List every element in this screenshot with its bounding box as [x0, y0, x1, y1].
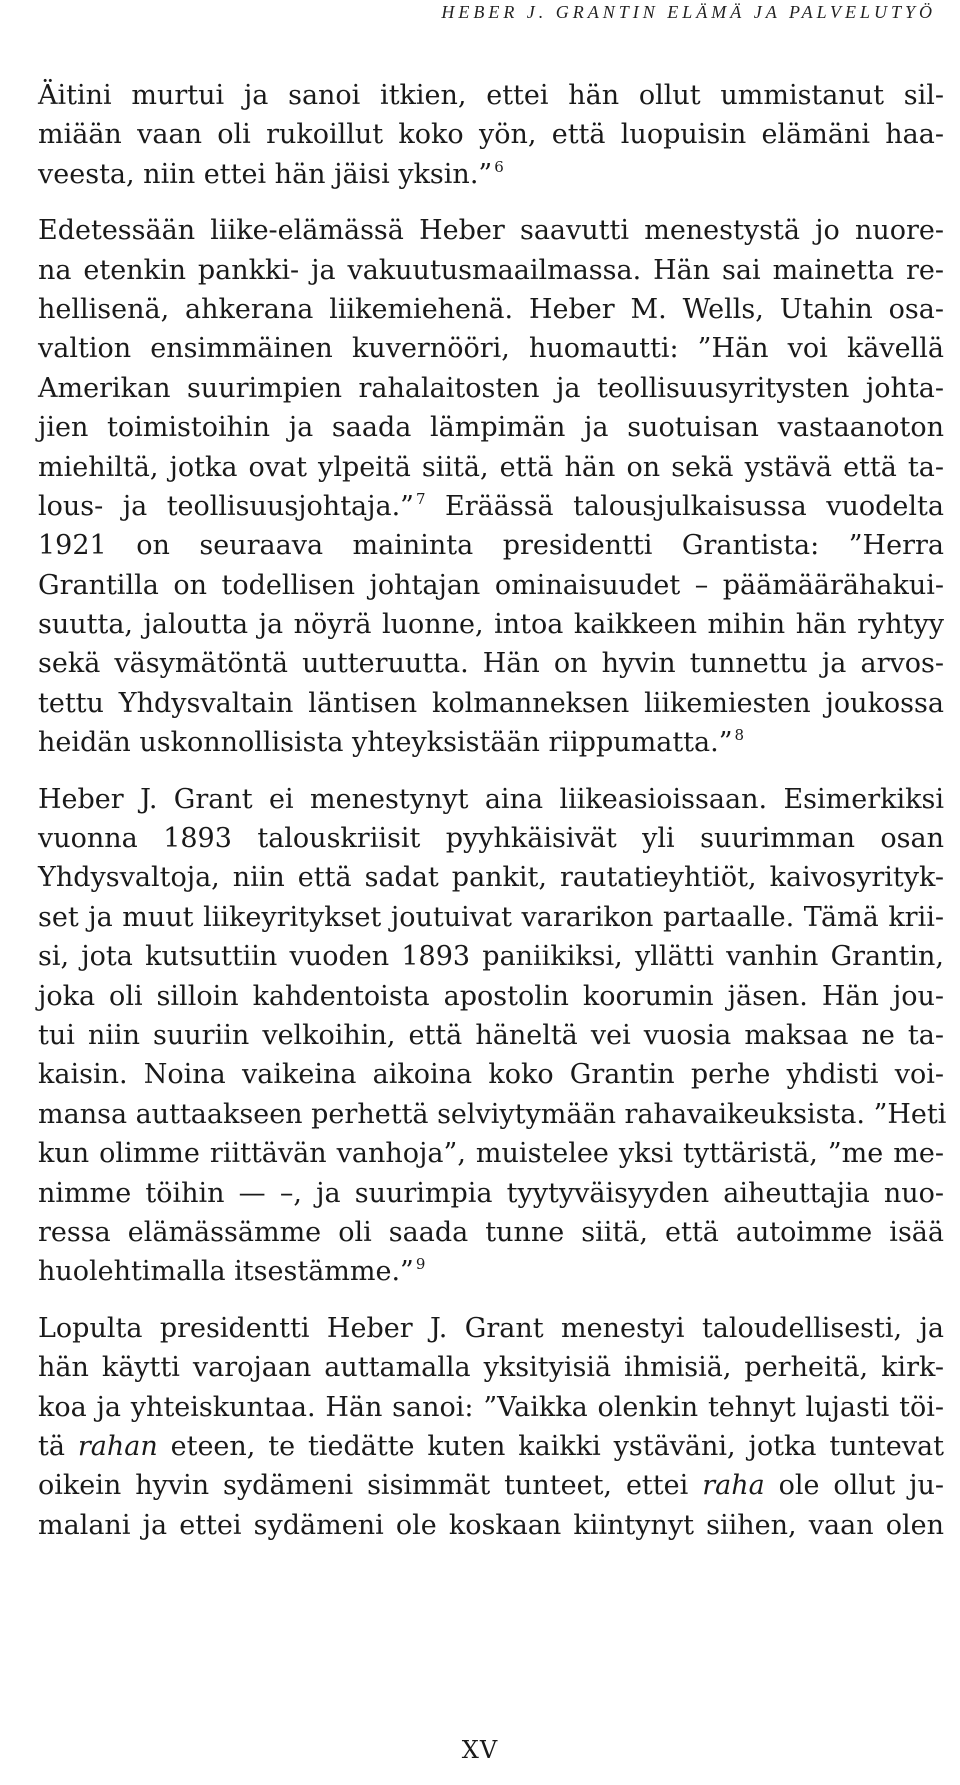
text-line: set ja muut liikeyritykset joutuivat vararikon partaalle. Tämä krii- [38, 901, 944, 933]
footnote-marker: 7 [416, 489, 426, 508]
footnote-marker: 9 [415, 1255, 426, 1274]
text-fragment: tä [38, 1430, 78, 1462]
text-line [8, 723, 944, 762]
emphasis: raha [702, 1470, 765, 1502]
text-fragment: lous- ja teollisuusjohtaja.” [38, 490, 414, 522]
text-fragment: veesta, niin ettei hän jäisi yksin.” [38, 158, 493, 190]
paragraph-4 [8, 1309, 944, 1545]
running-header: HEBER J. GRANTIN ELÄMÄ JA PALVELUTYÖ [441, 2, 936, 22]
text-line: Lopulta presidentti Heber J. Grant menestyi taloudellisesti, ja [38, 1312, 944, 1344]
text-line [8, 1252, 944, 1291]
text-fragment: heidän uskonnollisista yhteyksistään riippumatta.” [38, 727, 733, 759]
page-number: XV [461, 1736, 499, 1764]
text-line: tettu Yhdysvaltain läntisen kolmanneksen liikemiesten joukossa [38, 687, 944, 719]
text-line: kun olimme riittävän vanhoja”, muistelee yksi tyttäristä, ”me me- [38, 1138, 944, 1170]
text-line: Grantilla on todellisen johtajan ominaisuudet – päämäärähakui- [38, 569, 944, 601]
text-line: Edetessään liike-elämässä Heber saavutti menestystä jo nuore- [38, 215, 944, 247]
text-line: sekä väsymätöntä uutteruutta. Hän on hyvin tunnettu ja arvos- [38, 648, 944, 680]
text-line: jien toimistoihin ja saada lämpimän ja suotuisan vastaanoton [38, 412, 944, 444]
paragraph-2 [8, 211, 944, 762]
text-line: ressa elämässämme oli saada tunne siitä, että autoimme isää [38, 1216, 944, 1248]
text-line: koa ja yhteiskuntaa. Hän sanoi: ”Vaikka olenkin tehnyt lujasti töi- [38, 1391, 944, 1423]
text-line: kaisin. Noina vaikeina aikoina koko Grantin perhe yhdisti voi- [38, 1059, 944, 1091]
text-fragment: Eräässä talousjulkaisussa vuodelta [425, 490, 944, 522]
footnote-marker: 6 [494, 157, 504, 176]
text-fragment: ole ollut ju- [764, 1470, 945, 1502]
text-line: hellisenä, ahkerana liikemiehenä. Heber M. Wells, Utahin osa- [38, 293, 944, 325]
text-line [8, 1466, 944, 1505]
text-line: miehiltä, jotka ovat ylpeitä siitä, että hän on sekä ystävä että ta- [38, 451, 944, 483]
text-line: Heber J. Grant ei menestynyt aina liikeasioissaan. Esimerkiksi [38, 783, 944, 815]
paragraph-1 [8, 76, 944, 194]
text-line: suutta, jaloutta ja nöyrä luonne, intoa kaikkeen mihin hän ryhtyy [38, 609, 944, 641]
text-line: miään vaan oli rukoillut koko yön, että luopuisin elämäni haa- [38, 119, 944, 151]
text-line: 1921 on seuraava maininta presidentti Grantista: ”Herra [38, 530, 944, 562]
text-fragment: huolehtimalla itsestämme.” [38, 1256, 414, 1288]
text-line: malani ja ettei sydämeni ole koskaan kiintynyt siihen, vaan olen [38, 1509, 944, 1541]
text-fragment: oikein hyvin sydämeni sisimmät tunteet, ettei [38, 1470, 703, 1502]
text-fragment: eteen, te tiedätte kuten kaikki ystäväni, jotka tuntevat [157, 1430, 945, 1462]
footnote-marker: 8 [734, 726, 745, 744]
text-line: si, jota kutsuttiin vuoden 1893 paniikiksi, yllätti vanhin Grantin, [38, 941, 944, 973]
text-line: nimme töihin — –, ja suurimpia tyytyväisyyden aiheuttajia nuo- [38, 1177, 944, 1209]
text-line: Äitini murtui ja sanoi itkien, ettei hän ollut ummistanut sil- [38, 80, 944, 111]
text-line [8, 155, 944, 194]
paragraph-3 [8, 780, 947, 1292]
text-line: mansa auttaakseen perhettä selviytymään rahavaikeuksista. ”Heti [38, 1098, 947, 1130]
text-line: hän käytti varojaan auttamalla yksityisiä ihmisiä, perheitä, kirk- [38, 1352, 944, 1384]
text-line [8, 487, 944, 526]
text-line: vuonna 1893 talouskriisit pyyhkäisivät yli suurimman osan [38, 823, 944, 855]
text-line: Amerikan suurimpien rahalaitosten ja teollisuusyritysten johta- [38, 372, 944, 404]
text-line: na etenkin pankki- ja vakuutusmaailmassa. Hän sai mainetta re- [38, 254, 944, 286]
text-line: valtion ensimmäinen kuvernööri, huomautti: ”Hän voi kävellä [38, 333, 944, 365]
text-line: tui niin suuriin velkoihin, että häneltä vei vuosia maksaa ne ta- [38, 1019, 944, 1051]
text-line: joka oli silloin kahdentoista apostolin koorumin jäsen. Hän jou- [38, 980, 944, 1012]
text-line: Yhdysvaltoja, niin että sadat pankit, rautatieyhtiöt, kaivosyrityk- [38, 862, 944, 894]
page-body [8, 76, 947, 1545]
emphasis: rahan [77, 1430, 158, 1462]
text-line [8, 1427, 944, 1466]
